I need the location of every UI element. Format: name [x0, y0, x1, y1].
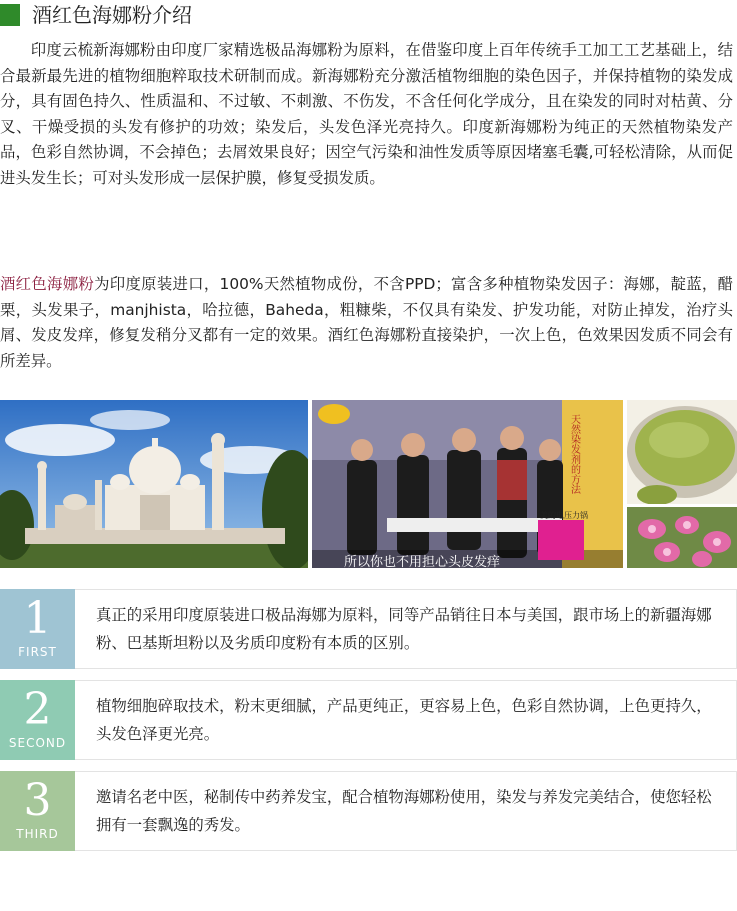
tv-caption: 所以你也不用担心头皮发痒	[344, 555, 501, 568]
taj-mahal-photo	[0, 400, 308, 568]
flower-photo	[627, 507, 737, 568]
feature-text: 真正的采用印度原装进口极品海娜为原料，同等产品销往日本与美国，跟市场上的新疆海娜粉、巴基斯坦粉以及劣质印度粉有本质的区别。	[96, 606, 712, 652]
product-name-highlight: 酒红色海娜粉	[0, 275, 95, 293]
tv-side-banner: 天然染发剂的方法	[568, 414, 580, 494]
product-description: 为印度原装进口，100%天然植物成份，不含PPD；富含多种植物染发因子：海娜，靛蓝，醋栗，头发果子，manjhista，哈拉德，Baheda，粗糠柴，不仅具有染发、护发功能，对防止掉发，治疗头屑、发皮发痒，修复发稍分叉都有一定的效果。酒红色海娜粉直接染护，一次上色，色效果因发质不同会有所差异。	[0, 275, 733, 370]
feature-card-second	[0, 680, 737, 760]
feature-number: 1	[23, 593, 52, 644]
feature-badge	[0, 771, 75, 851]
photo-strip	[0, 400, 737, 568]
feature-ordinal: SECOND	[8, 736, 67, 750]
header-accent-bar	[0, 4, 20, 26]
henna-powder-photo	[627, 400, 737, 504]
intro-paragraph: 印度云梳新海娜粉由印度厂家精选极品海娜粉为原料，在借鉴印度上百年传统手工加工工艺基础上，结合最新最先进的植物细胞粹取技术研制而成。新海娜粉充分激活植物细胞的染色因子，并保持植物的染发成分，具有固色持久、性质温和、不过敏、不刺激、不伤发，不含任何化学成分，且在染发的同时对枯黄、分叉、干燥受损的头发有修护的功效；染发后，头发色泽光亮持久。印度新海娜粉为纯正的天然植物染发产品，色彩自然协调，不会掉色；去屑效果良好；因空气污染和油性发质等原因堵塞毛囊,可轻松清除，从而促进头发生长；可对头发形成一层保护膜，修复受损发质。	[0, 41, 733, 187]
section-title: 酒红色海娜粉介绍	[32, 3, 192, 27]
feature-ordinal: FIRST	[18, 645, 57, 659]
feature-badge	[0, 680, 75, 760]
feature-number: 2	[23, 684, 52, 735]
feature-card-third	[0, 771, 737, 851]
feature-number: 3	[23, 775, 52, 826]
section-header	[0, 0, 737, 30]
tv-show-photo	[312, 400, 623, 568]
product-paragraph	[0, 272, 733, 374]
feature-card-first	[0, 589, 737, 669]
feature-badge	[0, 589, 75, 669]
feature-ordinal: THIRD	[16, 827, 59, 841]
feature-text: 邀请名老中医，秘制传中药养发宝，配合植物海娜粉使用，染发与养发完美结合，使您轻松拥有一套飘逸的秀发。	[96, 788, 712, 834]
feature-text: 植物细胞碎取技术，粉末更细腻，产品更纯正，更容易上色，色彩自然协调，上色更持久，头发色泽更光亮。	[96, 697, 712, 743]
tv-sponsor-text: 美的电压力锅	[540, 511, 588, 520]
